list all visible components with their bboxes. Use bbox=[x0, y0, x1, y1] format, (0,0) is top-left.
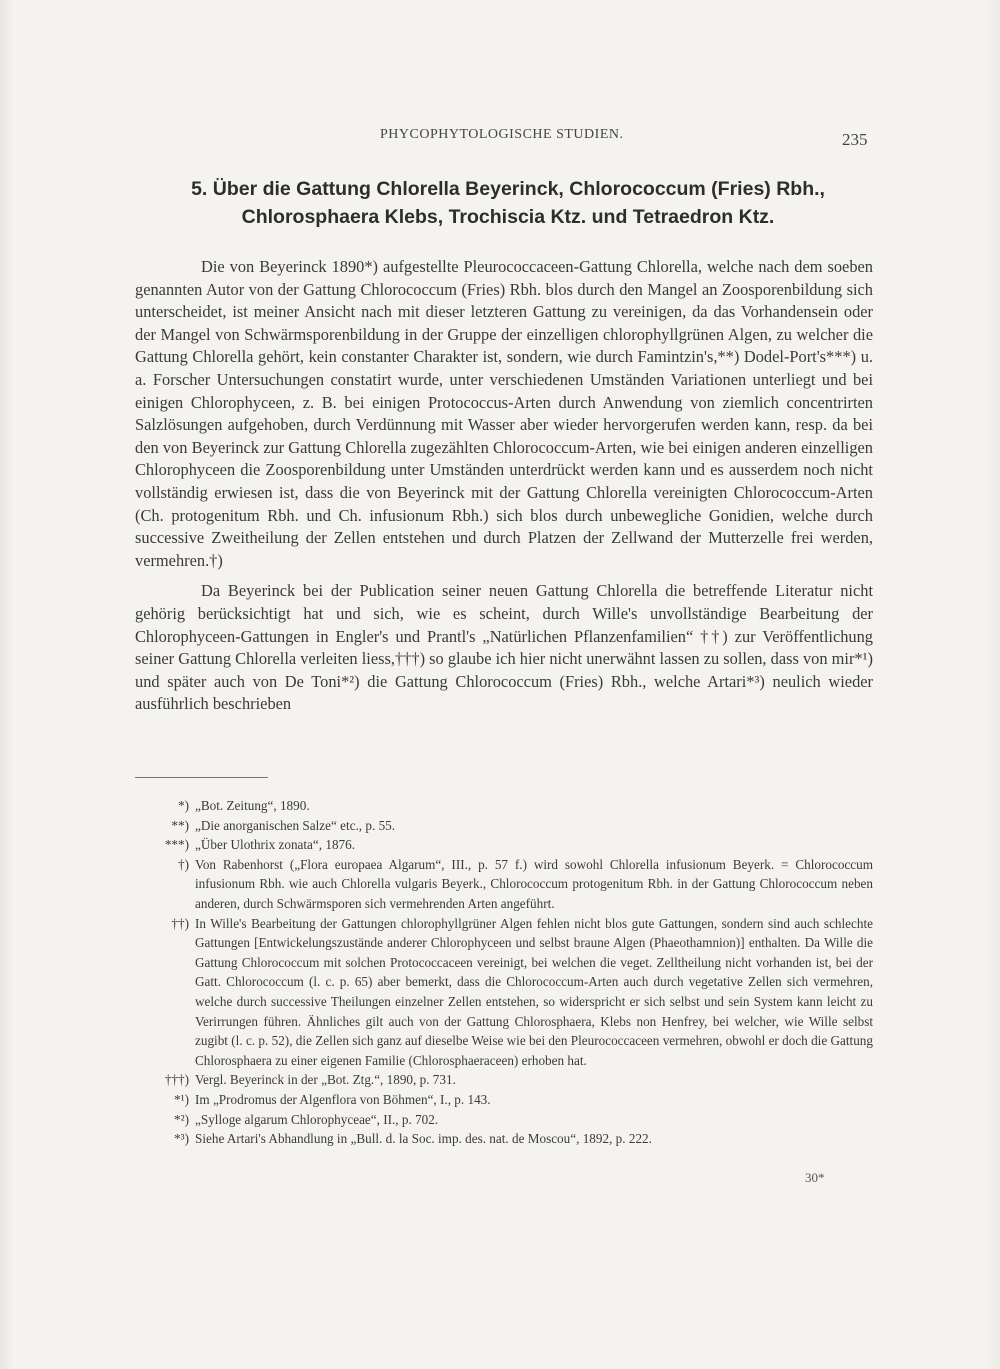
body-text bbox=[135, 256, 873, 716]
footnote bbox=[135, 914, 873, 1071]
footnotes bbox=[135, 796, 873, 1149]
footnote-mark: *) bbox=[178, 798, 189, 813]
footnote bbox=[135, 1129, 873, 1149]
footnote bbox=[135, 1110, 873, 1130]
section-title: 5. Über die Gattung Chlorella Beyerinck, Chlorococcum (Fries) Rbh., Chlorosphaera Klebs, Trochiscia Ktz. und Tetraedron Ktz. bbox=[191, 178, 825, 228]
footnote-text: Vergl. Beyerinck in der „Bot. Ztg.“, 1890, p. 731. bbox=[195, 1072, 456, 1088]
footnote-mark: *¹) bbox=[174, 1091, 189, 1107]
footnote-text: Siehe Artari's Abhandlung in „Bull. d. la Soc. imp. des. nat. de Moscou“, 1892, p. 222. bbox=[195, 1131, 652, 1147]
footnote-mark: *³) bbox=[174, 1131, 189, 1147]
footnote-mark: **) bbox=[171, 817, 189, 833]
footnote-mark: ***) bbox=[164, 837, 189, 853]
paragraph: Die von Beyerinck 1890*) aufgestellte Pleurococcaceen-Gattung Chlorella, welche nach dem soeben genannten Autor von der Gattung Chlorococcum (Fries) Rbh. blos durch den Mangel an Zoosporenbildung sich unterscheidet, ist meiner Ansicht nach mit dieser letzteren Gattung zu vereinigen, da das Vorhandensein oder der Mangel von Schwärmsporenbildung in der Gruppe der einzelligen chlorophyllgrünen Algen, zu welcher die Gattung Chlorella gehört, kein constanter Charakter ist, sondern, wie durch Famintzin's,**) Dodel-Port's***) u. a. Forscher Untersuchungen constatirt wurde, unter verschiedenen Umständen Variationen unterliegt und bei einigen Chlorophyceen, z. B. bei einigen Protococcus-Arten durch Anwendung von ziemlich concentrirten Salzlösungen aufgehoben, durch Verdünnung mit Wasser aber wieder hervorgerufen werden kann, resp. da bei den von Beyerinck zur Gattung Chlorella zugezählten Chlorococcum-Arten, wie bei einigen anderen einzelligen Chlorophyceen die Zoosporenbildung unter Umständen unterdrückt werden kann und es ausserdem noch nicht vollständig erwiesen ist, dass die von Beyerinck mit der Gattung Chlorella vereinigten Chlorococcum-Arten (Ch. protogenitum Rbh. und Ch. infusionum Rbh.) sich blos durch unbewegliche Gonidien, welche durch successive Zweitheilung der Zellen entstehen und durch Platzen der Zellwand der Mutterzelle frei werden, vermehren.†) bbox=[135, 257, 873, 570]
footnote-text: „Sylloge algarum Chlorophyceae“, II., p. 702. bbox=[195, 1111, 439, 1127]
footnote-mark: ††) bbox=[171, 915, 189, 931]
footnote-mark: †) bbox=[178, 856, 189, 872]
footnote-text: „Bot. Zeitung“, 1890. bbox=[195, 798, 310, 813]
footnote-rule bbox=[135, 777, 268, 778]
footnote-mark: †††) bbox=[164, 1072, 189, 1088]
footnote bbox=[135, 816, 873, 836]
footnote-text: „Die anorganischen Salze“ etc., p. 55. bbox=[195, 817, 396, 833]
footnote bbox=[135, 1070, 873, 1090]
page-number: 235 bbox=[842, 130, 868, 149]
footnote bbox=[135, 855, 873, 914]
paragraph: Da Beyerinck bei der Publication seiner neuen Gattung Chlorella die betreffende Literatur nicht gehörig berücksichtigt hat und sich, wie es scheint, durch Wille's unvollständige Bearbeitung der Chlorophyceen-Gattungen in Engler's und Prantl's „Natürlichen Pflanzenfamilien“ ††) zur Veröffentlichung seiner Gattung Chlorella verleiten liess,†††) so glaube ich hier nicht unerwähnt lassen zu sollen, dass von mir*¹) und später auch von De Toni*²) die Gattung Chlorococcum (Fries) Rbh., welche Artari*³) neulich wieder ausführlich beschrieben bbox=[135, 581, 873, 714]
footnote-mark: *²) bbox=[174, 1111, 189, 1127]
running-head: PHYCOPHYTOLOGISCHE STUDIEN. bbox=[380, 127, 624, 142]
footnote-text: Im „Prodromus der Algenflora von Böhmen“, I., p. 143. bbox=[195, 1091, 491, 1107]
footnote-text: „Über Ulothrix zonata“, 1876. bbox=[195, 837, 356, 853]
signature-mark: 30* bbox=[805, 1170, 825, 1185]
footnote bbox=[135, 835, 873, 855]
footnote-text: In Wille's Bearbeitung der Gattungen chlorophyllgrüner Algen fehlen nicht blos gute Gattungen, sondern sind auch schlechte Gattungen [Entwickelungszustände anderer Chlorophyceen und selbst braune Algen (Phaeothamnion)] enthalten. Da Wille die Gattung Chlorococcum mit solchen Protococcaceen vereinigt, bei welchen die veget. Zelltheilung nicht vorhanden ist, bei der Gatt. Chlorococcum (l. c. p. 65) aber bemerkt, dass die Chlorococcum-Arten auch durch vegetative Zellen sich vermehren, welche durch successive Theilungen einzelner Zellen entstehen, so widerspricht er sich selbst und sein System kann leicht zu Verirrungen führen. Ähnliches gilt auch von der Gattung Chlorosphaera, Klebs non Henfrey, bei welcher, wie Wille selbst zugibt (l. c. p. 52), die Zellen sich ganz auf dieselbe Weise wie bei den Pleurococcaceen vermehren, obwohl er doch die Gattung Chlorosphaera zu einer eigenen Familie (Chlorosphaeraceen) erhoben hat. bbox=[195, 915, 873, 1068]
footnote bbox=[135, 1090, 873, 1110]
footnote bbox=[135, 796, 873, 816]
footnote-text: Von Rabenhorst („Flora europaea Algarum“, III., p. 57 f.) wird sowohl Chlorella infusionum Beyerk. = Chlorococcum infusionum Rbh. wie auch Chlorella vulgaris Beyerk., Chlorococcum protogenitum Rbh. in der Gattung Chlorococcum neben anderen, durch Schwärmsporen sich vermehrenden Arten angeführt. bbox=[195, 856, 873, 911]
